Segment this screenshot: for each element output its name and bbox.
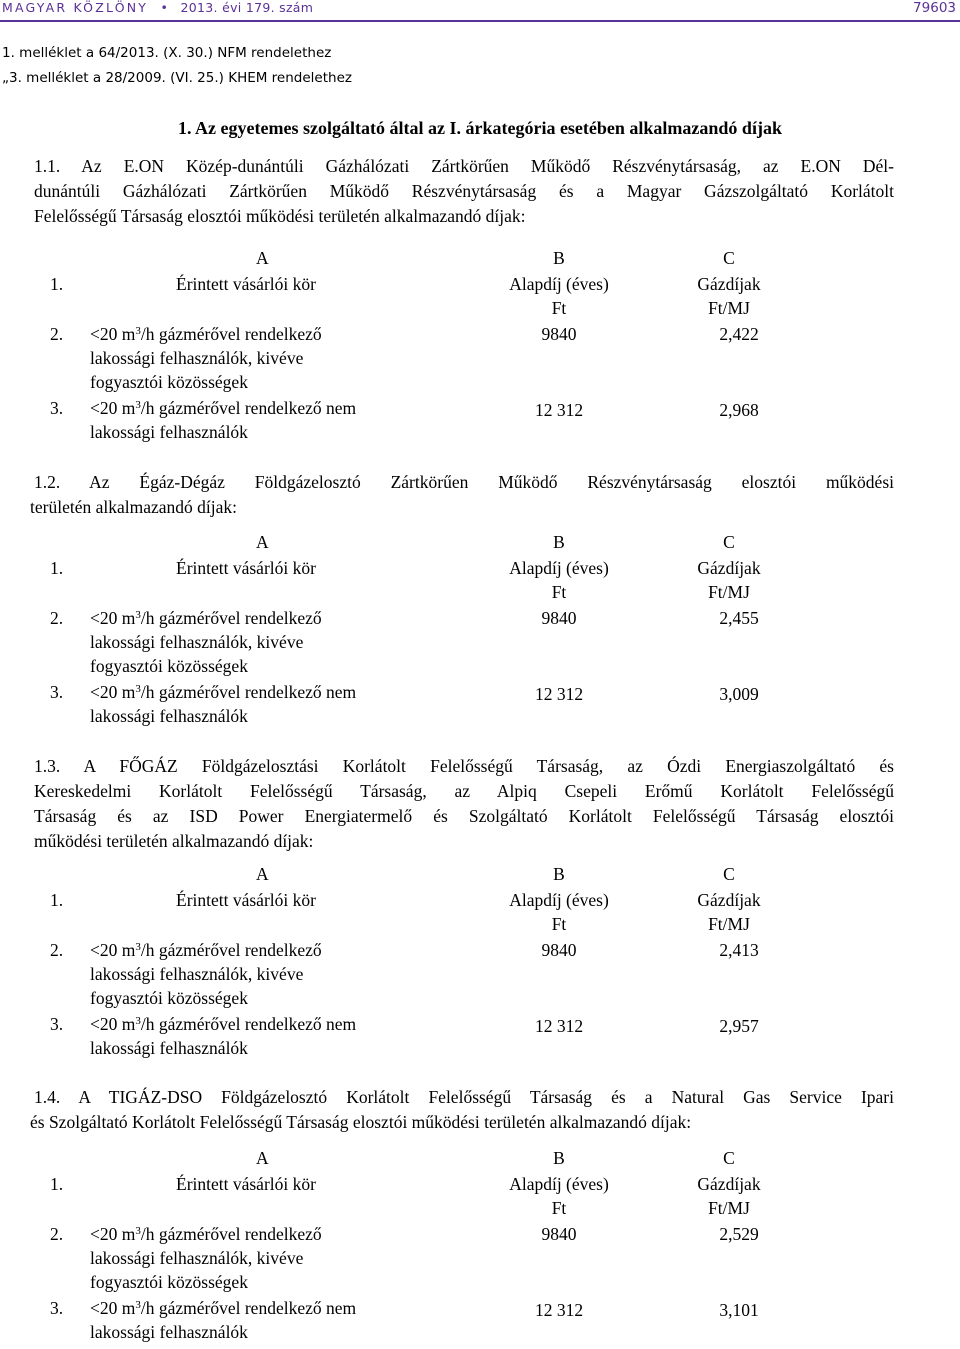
header-base-fee: Alapdíj (éves) bbox=[509, 1174, 609, 1194]
row-number: 3. bbox=[50, 1014, 64, 1034]
customer-group-desc: lakossági felhasználók bbox=[90, 706, 248, 726]
base-fee-value: 9840 bbox=[541, 1224, 577, 1244]
col-header-b: B bbox=[553, 1148, 565, 1168]
customer-group-desc: <20 $m^3/h$ gázmérővel rendelkező bbox=[90, 940, 322, 960]
customer-group-desc: fogyasztói közösségek bbox=[90, 372, 248, 392]
header-gas-fee-unit: Ft/MJ bbox=[708, 1198, 750, 1218]
customer-group-desc: lakossági felhasználók, kivéve bbox=[90, 1248, 304, 1268]
base-fee-value: 12 312 bbox=[534, 684, 584, 704]
col-header-c: C bbox=[723, 1148, 735, 1168]
header-customer-group: Érintett vásárlói kör bbox=[176, 558, 316, 578]
header-gas-fee: Gázdíjak bbox=[697, 890, 761, 910]
base-fee-value: 9840 bbox=[541, 324, 577, 344]
header-divider bbox=[0, 20, 960, 22]
section-text-line: 1.1. Az E.ON Közép-dunántúli Gázhálózati Zártkörűen Működő Részvénytársaság, az E.ON Dél- bbox=[34, 156, 894, 176]
journal-name: MAGYAR KÖZLÖNY bbox=[2, 0, 149, 15]
customer-group-desc: lakossági felhasználók, kivéve bbox=[90, 964, 304, 984]
journal-issue: 2013. évi 179. szám bbox=[180, 0, 314, 15]
col-header-c: C bbox=[723, 864, 735, 884]
header-gas-fee-unit: Ft/MJ bbox=[708, 582, 750, 602]
header-customer-group: Érintett vásárlói kör bbox=[176, 890, 316, 910]
row-number: 3. bbox=[50, 398, 64, 418]
customer-group-desc: lakossági felhasználók bbox=[90, 422, 248, 442]
row-number: 1. bbox=[50, 274, 64, 294]
customer-group-desc: fogyasztói közösségek bbox=[90, 656, 248, 676]
header-gas-fee-unit: Ft/MJ bbox=[708, 298, 750, 318]
customer-group-desc: <20 $m^3/h$ gázmérővel rendelkező bbox=[90, 324, 322, 344]
gas-fee-value: 2,455 bbox=[719, 608, 759, 628]
customer-group-desc: lakossági felhasználók bbox=[90, 1038, 248, 1058]
page-number: 79603 bbox=[913, 0, 956, 16]
customer-group-desc: fogyasztói közösségek bbox=[90, 1272, 248, 1292]
header-gas-fee: Gázdíjak bbox=[697, 1174, 761, 1194]
section-1-3-text bbox=[34, 754, 894, 854]
section-text-line: 1.4. A TIGÁZ-DSO Földgázelosztó Korlátolt Felelősségű Társaság és a Natural Gas Service Ipari bbox=[34, 1087, 894, 1107]
col-header-a: A bbox=[256, 864, 269, 884]
col-header-a: A bbox=[256, 1148, 269, 1168]
header-bullet: • bbox=[160, 0, 169, 15]
row-number: 2. bbox=[50, 1224, 64, 1244]
main-heading: 1. Az egyetemes szolgáltató által az I. árkategória esetében alkalmazandó díjak bbox=[178, 118, 782, 138]
row-number: 2. bbox=[50, 608, 64, 628]
section-text-line: Társaság és az ISD Power Energiatermelő és Szolgáltató Korlátolt Felelősségű Társaság elosztói bbox=[34, 806, 894, 826]
customer-group-desc: lakossági felhasználók, kivéve bbox=[90, 348, 304, 368]
header-gas-fee: Gázdíjak bbox=[697, 558, 761, 578]
row-number: 2. bbox=[50, 324, 64, 344]
section-1-1-text bbox=[34, 154, 894, 229]
section-text-line: dunántúli Gázhálózati Zártkörűen Működő Részvénytársaság és a Magyar Gázszolgáltató Korlátolt bbox=[34, 181, 894, 201]
row-number: 2. bbox=[50, 940, 64, 960]
gas-fee-value: 3,101 bbox=[719, 1300, 759, 1320]
section-text-line: 1.3. A FŐGÁZ Földgázelosztási Korlátolt Felelősségű Társaság, az Ózdi Energiaszolgáltató és bbox=[34, 756, 894, 776]
section-1-2-text bbox=[30, 470, 894, 520]
header-base-fee-unit: Ft bbox=[551, 298, 567, 318]
section-text-line: és Szolgáltató Korlátolt Felelősségű Társaság elosztói működési területén alkalmazandó díjak: bbox=[30, 1112, 692, 1132]
annex-line-2: „3. melléklet a 28/2009. (VI. 25.) KHEM rendelethez bbox=[2, 70, 352, 86]
header-base-fee: Alapdíj (éves) bbox=[509, 274, 609, 294]
col-header-a: A bbox=[256, 532, 269, 552]
customer-group-desc: <20 $m^3/h$ gázmérővel rendelkező nem bbox=[90, 398, 357, 418]
header-gas-fee: Gázdíjak bbox=[697, 274, 761, 294]
header-base-fee-unit: Ft bbox=[551, 1198, 567, 1218]
base-fee-value: 12 312 bbox=[534, 1300, 584, 1320]
section-text-line: területén alkalmazandó díjak: bbox=[30, 497, 237, 517]
col-header-b: B bbox=[553, 248, 565, 268]
base-fee-value: 12 312 bbox=[534, 1016, 584, 1036]
gas-fee-value: 2,957 bbox=[719, 1016, 759, 1036]
customer-group-desc: fogyasztói közösségek bbox=[90, 988, 248, 1008]
gas-fee-value: 3,009 bbox=[719, 684, 759, 704]
customer-group-desc: <20 $m^3/h$ gázmérővel rendelkező nem bbox=[90, 682, 357, 702]
journal-title bbox=[2, 0, 313, 16]
row-number: 1. bbox=[50, 890, 64, 910]
gas-fee-value: 2,529 bbox=[719, 1224, 759, 1244]
customer-group-desc: <20 $m^3/h$ gázmérővel rendelkező bbox=[90, 608, 322, 628]
row-number: 3. bbox=[50, 1298, 64, 1318]
col-header-b: B bbox=[553, 864, 565, 884]
section-text-line: Kereskedelmi Korlátolt Felelősségű Társaság, az Alpiq Csepeli Erőmű Korlátolt Felelősségű bbox=[34, 781, 894, 801]
section-text-line: 1.2. Az Égáz-Dégáz Földgázelosztó Zártkörűen Működő Részvénytársaság elosztói működési bbox=[34, 472, 894, 492]
header-base-fee: Alapdíj (éves) bbox=[509, 558, 609, 578]
col-header-b: B bbox=[553, 532, 565, 552]
header-customer-group: Érintett vásárlói kör bbox=[176, 274, 316, 294]
gas-fee-value: 2,413 bbox=[719, 940, 759, 960]
row-number: 1. bbox=[50, 1174, 64, 1194]
col-header-a: A bbox=[256, 248, 269, 268]
gas-fee-value: 2,422 bbox=[719, 324, 759, 344]
section-text-line: működési területén alkalmazandó díjak: bbox=[34, 831, 314, 851]
base-fee-value: 9840 bbox=[541, 940, 577, 960]
base-fee-value: 12 312 bbox=[534, 400, 584, 420]
customer-group-desc: lakossági felhasználók, kivéve bbox=[90, 632, 304, 652]
customer-group-desc: <20 $m^3/h$ gázmérővel rendelkező bbox=[90, 1224, 322, 1244]
header-customer-group: Érintett vásárlói kör bbox=[176, 1174, 316, 1194]
customer-group-desc: lakossági felhasználók bbox=[90, 1322, 248, 1342]
customer-group-desc: <20 $m^3/h$ gázmérővel rendelkező nem bbox=[90, 1014, 357, 1034]
gas-fee-value: 2,968 bbox=[719, 400, 759, 420]
section-text-line: Felelősségű Társaság elosztói működési területén alkalmazandó díjak: bbox=[34, 206, 526, 226]
col-header-c: C bbox=[723, 532, 735, 552]
header-base-fee: Alapdíj (éves) bbox=[509, 890, 609, 910]
row-number: 1. bbox=[50, 558, 64, 578]
journal-header bbox=[0, 0, 960, 32]
customer-group-desc: <20 $m^3/h$ gázmérővel rendelkező nem bbox=[90, 1298, 357, 1318]
col-header-c: C bbox=[723, 248, 735, 268]
header-base-fee-unit: Ft bbox=[551, 582, 567, 602]
row-number: 3. bbox=[50, 682, 64, 702]
section-1-4-text bbox=[30, 1085, 894, 1135]
base-fee-value: 9840 bbox=[541, 608, 577, 628]
header-base-fee-unit: Ft bbox=[551, 914, 567, 934]
header-gas-fee-unit: Ft/MJ bbox=[708, 914, 750, 934]
annex-line-1: 1. melléklet a 64/2013. (X. 30.) NFM rendelethez bbox=[2, 45, 332, 61]
